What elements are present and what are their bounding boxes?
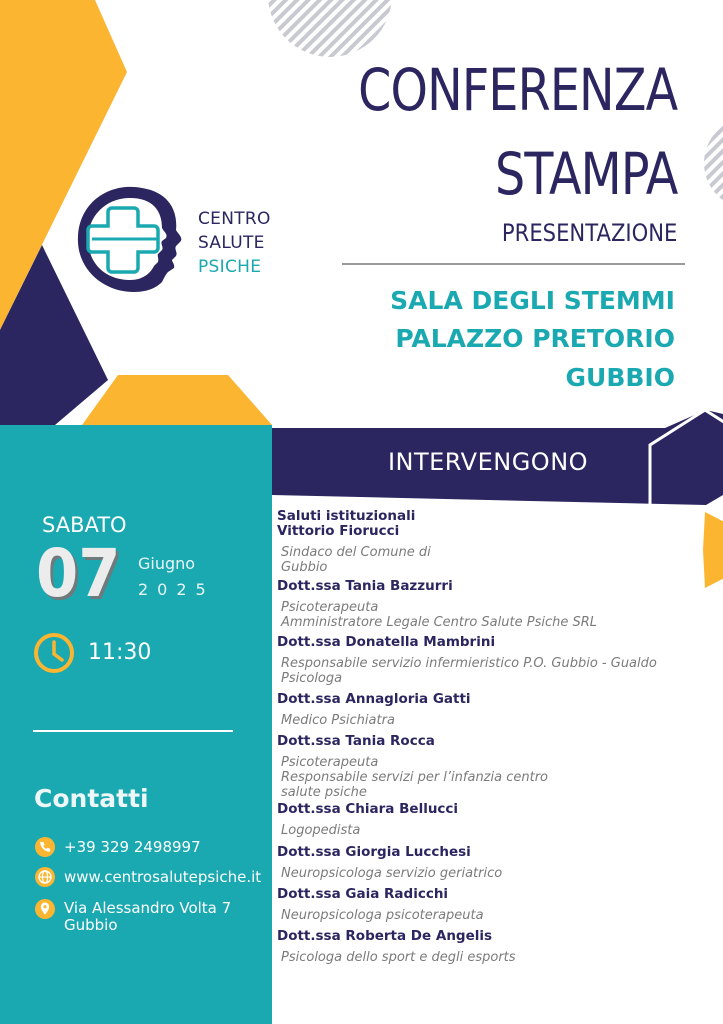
speaker-item <box>277 635 697 686</box>
speaker-role <box>277 755 697 800</box>
speaker-role-line: Psicologa dello sport e degli esports <box>281 950 516 965</box>
speaker-item <box>277 579 697 630</box>
speaker-role-line: Sindaco del Comune di <box>281 545 431 560</box>
speaker-role-line: Gubbio <box>281 560 328 575</box>
yellow-hexagon <box>703 512 723 588</box>
speaker-role-line: Psicologa <box>281 671 343 686</box>
day-number: 07 <box>36 535 121 612</box>
month-label: Giugno <box>138 554 196 573</box>
venue-line1: SALA DEGLI STEMMI <box>390 286 675 315</box>
logo-text-line3: PSICHE <box>198 257 262 277</box>
venue-line3: GUBBIO <box>565 363 675 392</box>
speaker-item <box>277 845 697 881</box>
speaker-name: Dott.ssa Gaia Radicchi <box>277 886 449 902</box>
head-cross-logo-icon <box>72 182 187 297</box>
speaker-role <box>277 545 697 575</box>
phone-icon <box>34 836 56 858</box>
yellow-wedge-shape <box>82 375 272 425</box>
striped-circle-top <box>268 0 392 57</box>
event-time: 11:30 <box>88 640 152 665</box>
speaker-role <box>277 908 697 923</box>
address-line2: Gubbio <box>64 916 118 934</box>
speaker-role-line: Psicoterapeuta <box>281 755 379 770</box>
speaker-item <box>277 734 697 800</box>
speaker-item <box>277 802 697 838</box>
speakers-heading: INTERVENGONO <box>387 448 589 476</box>
speaker-role <box>277 823 697 838</box>
speaker-item <box>277 692 697 728</box>
speaker-role-line: Medico Psichiatra <box>281 713 395 728</box>
contacts-title: Contatti <box>34 784 149 813</box>
speaker-role-line: Amministratore Legale Centro Salute Psiche SRL <box>281 615 597 630</box>
speaker-role-line: Responsabile servizi per l’infanzia centro <box>281 770 549 785</box>
speaker-name: Dott.ssa Tania Rocca <box>277 733 435 749</box>
speaker-name: Saluti istituzionali <box>277 508 416 524</box>
speaker-name: Dott.ssa Chiara Bellucci <box>277 801 459 817</box>
phone-number[interactable]: +39 329 2498997 <box>64 838 201 856</box>
date-contact-panel <box>0 425 272 1024</box>
year-label: 2025 <box>138 580 215 599</box>
speaker-role <box>277 866 697 881</box>
title-divider <box>342 263 685 265</box>
speakers-list <box>277 509 697 971</box>
speaker-role-line: salute psiche <box>281 785 367 800</box>
clock-icon <box>33 632 75 674</box>
speaker-item <box>277 509 697 575</box>
speaker-name: Dott.ssa Giorgia Lucchesi <box>277 844 471 860</box>
speaker-name: Dott.ssa Annagloria Gatti <box>277 691 471 707</box>
page-title-line2: STAMPA <box>494 140 677 208</box>
speaker-name: Vittorio Fiorucci <box>277 523 400 539</box>
speaker-role <box>277 656 697 686</box>
logo-text-line1: CENTRO <box>198 209 271 229</box>
logo-text-line2: SALUTE <box>198 233 265 253</box>
speaker-item <box>277 887 697 923</box>
speaker-name: Dott.ssa Donatella Mambrini <box>277 634 496 650</box>
speaker-role-line: Responsabile servizio infermieristico P.O. Gubbio - Gualdo <box>281 656 657 671</box>
globe-icon <box>34 866 56 888</box>
speaker-role-line: Logopedista <box>281 823 361 838</box>
speaker-role <box>277 713 697 728</box>
speaker-role-line: Neuropsicologa psicoterapeuta <box>281 908 484 923</box>
page-subtitle: PRESENTAZIONE <box>501 219 677 247</box>
speaker-role <box>277 600 697 630</box>
page-title-line1: CONFERENZA <box>357 56 677 124</box>
speaker-name: Dott.ssa Roberta De Angelis <box>277 928 493 944</box>
speaker-role <box>277 950 697 965</box>
location-pin-icon <box>34 898 56 920</box>
speaker-item <box>277 929 697 965</box>
address-line1: Via Alessandro Volta 7 <box>64 899 232 917</box>
speaker-role-line: Neuropsicologa servizio geriatrico <box>281 866 503 881</box>
panel-divider <box>33 730 233 732</box>
weekday-label: SABATO <box>42 513 127 537</box>
striped-circle-right <box>704 117 723 209</box>
speaker-role-line: Psicoterapeuta <box>281 600 379 615</box>
speaker-name: Dott.ssa Tania Bazzurri <box>277 578 453 594</box>
website-link[interactable]: www.centrosalutepsiche.it <box>64 868 262 886</box>
venue-line2: PALAZZO PRETORIO <box>395 324 675 353</box>
